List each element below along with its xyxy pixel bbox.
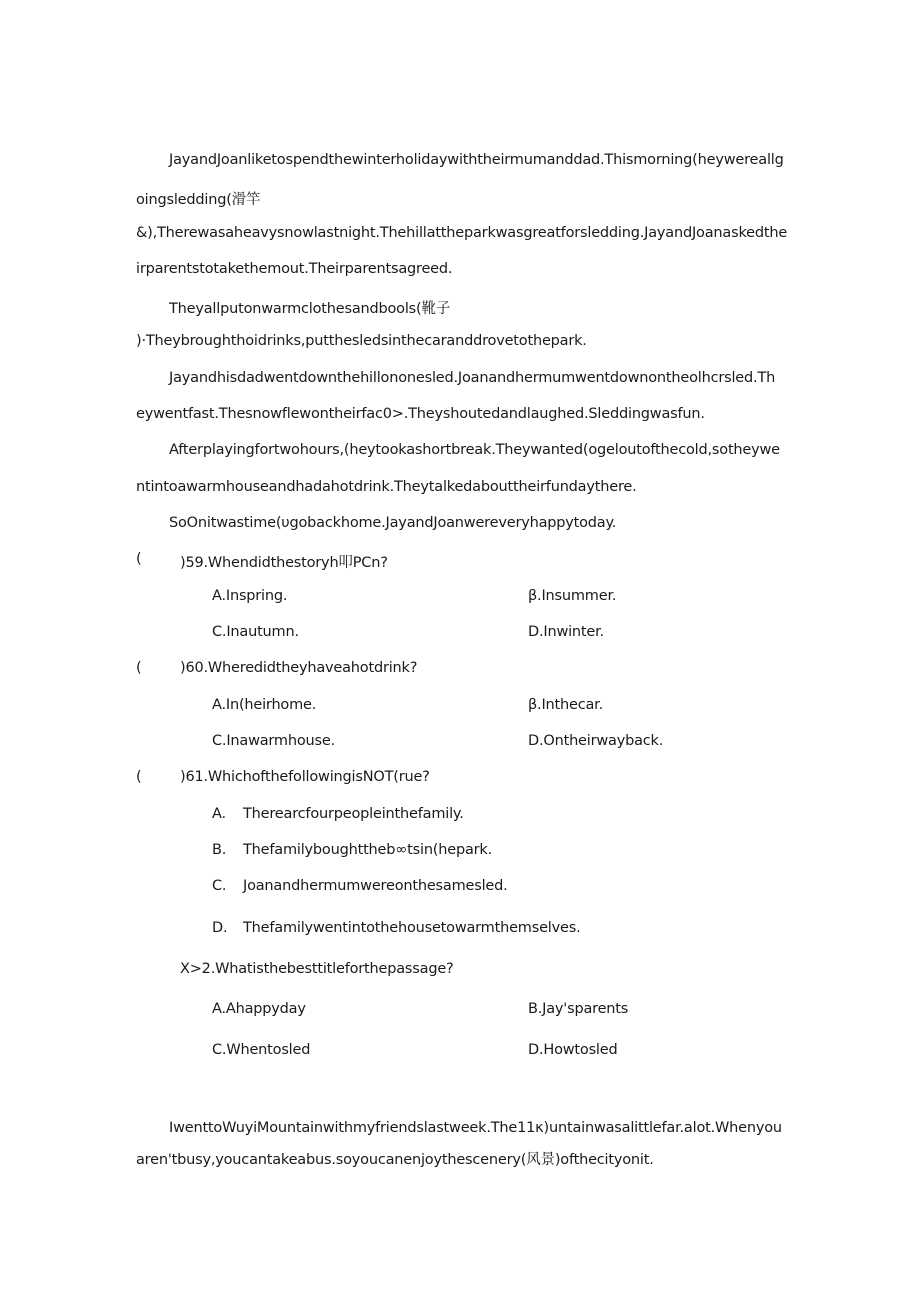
q59-option-a: A.Inspring. [212, 588, 288, 604]
passage1-p3-line2: eywentfast.Thesnowflewontheirfac0>.Theyshoutedandlaughed.Sleddingwasfun. [136, 406, 705, 422]
q61-option-d-letter: D. [212, 920, 228, 936]
q61-answer-paren: ( [136, 769, 142, 785]
q61-option-a: Therearcfourpeopleinthefamily. [243, 806, 464, 822]
q62-option-d: D.Howtosled [528, 1042, 618, 1058]
q61-option-a-letter: A. [212, 806, 226, 822]
q61-option-b: Thefamilyboughttheb∞tsin(hepark. [243, 842, 493, 858]
q60-option-b: β.Inthecar. [528, 697, 604, 713]
passage1-p1-line2: oingsledding(滑竿 [136, 192, 261, 208]
q60-answer-paren: ( [136, 660, 142, 676]
passage1-p3-line1: Jayandhisdadwentdownthehillononesled.Joanandhermumwentdownontheolhcrsled.Th [169, 370, 776, 386]
passage1-p4-line2: ntintoawarmhouseandhadahotdrink.Theytalkedabouttheirfundaythere. [136, 479, 637, 495]
passage2-line2: aren'tbusy,youcantakeabus.soyoucanenjoythescenery(风景)ofthecityonit. [136, 1152, 654, 1168]
q61-option-c: Joanandhermumwereonthesamesled. [243, 878, 508, 894]
q59-option-b: β.Insummer. [528, 588, 617, 604]
q60-option-a: A.In(heirhome. [212, 697, 317, 713]
q59-option-d: D.Inwinter. [528, 624, 604, 640]
passage1-p1-line4: irparentstotakethemout.Theirparentsagreed. [136, 261, 453, 277]
passage1-p1-line1: JayandJoanliketospendthewinterholidaywiththeirmumanddad.Thismorning(heywereallg [169, 152, 784, 168]
q60-option-c: C.Inawarmhouse. [212, 733, 335, 749]
passage1-p4-line1: Afterplayingfortwohours,(heytookashortbreak.Theywanted(ogeloutofthecold,sotheywe [169, 442, 780, 458]
passage1-p2-line1: Theyallputonwarmclothesandbools(靴子 [169, 301, 451, 317]
passage1-p2-line2: )·Theybroughthoidrinks,putthesledsinthecaranddrovetothepark. [136, 333, 587, 349]
q62-question: X>2.Whatisthebesttitleforthepassage? [180, 961, 454, 977]
q60-question: )60.Wheredidtheyhaveahotdrink? [180, 660, 418, 676]
q62-option-b: B.Jay'sparents [528, 1001, 629, 1017]
passage2-line1: IwenttoWuyiMountainwithmyfriendslastweek.The11κ)untainwasalittlefar.alot.Whenyou [169, 1120, 782, 1136]
passage1-p5-line1: SoOnitwastime(υgobackhome.JayandJoanwereveryhappytoday. [169, 515, 617, 531]
q59-answer-paren: ( [136, 551, 142, 567]
q62-option-c: C.Whentosled [212, 1042, 311, 1058]
q60-option-d: D.Ontheirwayback. [528, 733, 664, 749]
passage1-p1-line3: &),Therewasaheavysnowlastnight.Thehillattheparkwasgreatforsledding.JayandJoanaskedthe [136, 225, 788, 241]
q61-question: )61.WhichofthefollowingisNOT(rue? [180, 769, 430, 785]
q61-option-c-letter: C. [212, 878, 227, 894]
q62-option-a: A.Ahappyday [212, 1001, 306, 1017]
q59-question: )59.Whendidthestoryh叩PCn? [180, 555, 388, 571]
q61-option-b-letter: B. [212, 842, 227, 858]
q59-option-c: C.Inautumn. [212, 624, 299, 640]
q61-option-d: Thefamilywentintothehousetowarmthemselves. [243, 920, 581, 936]
